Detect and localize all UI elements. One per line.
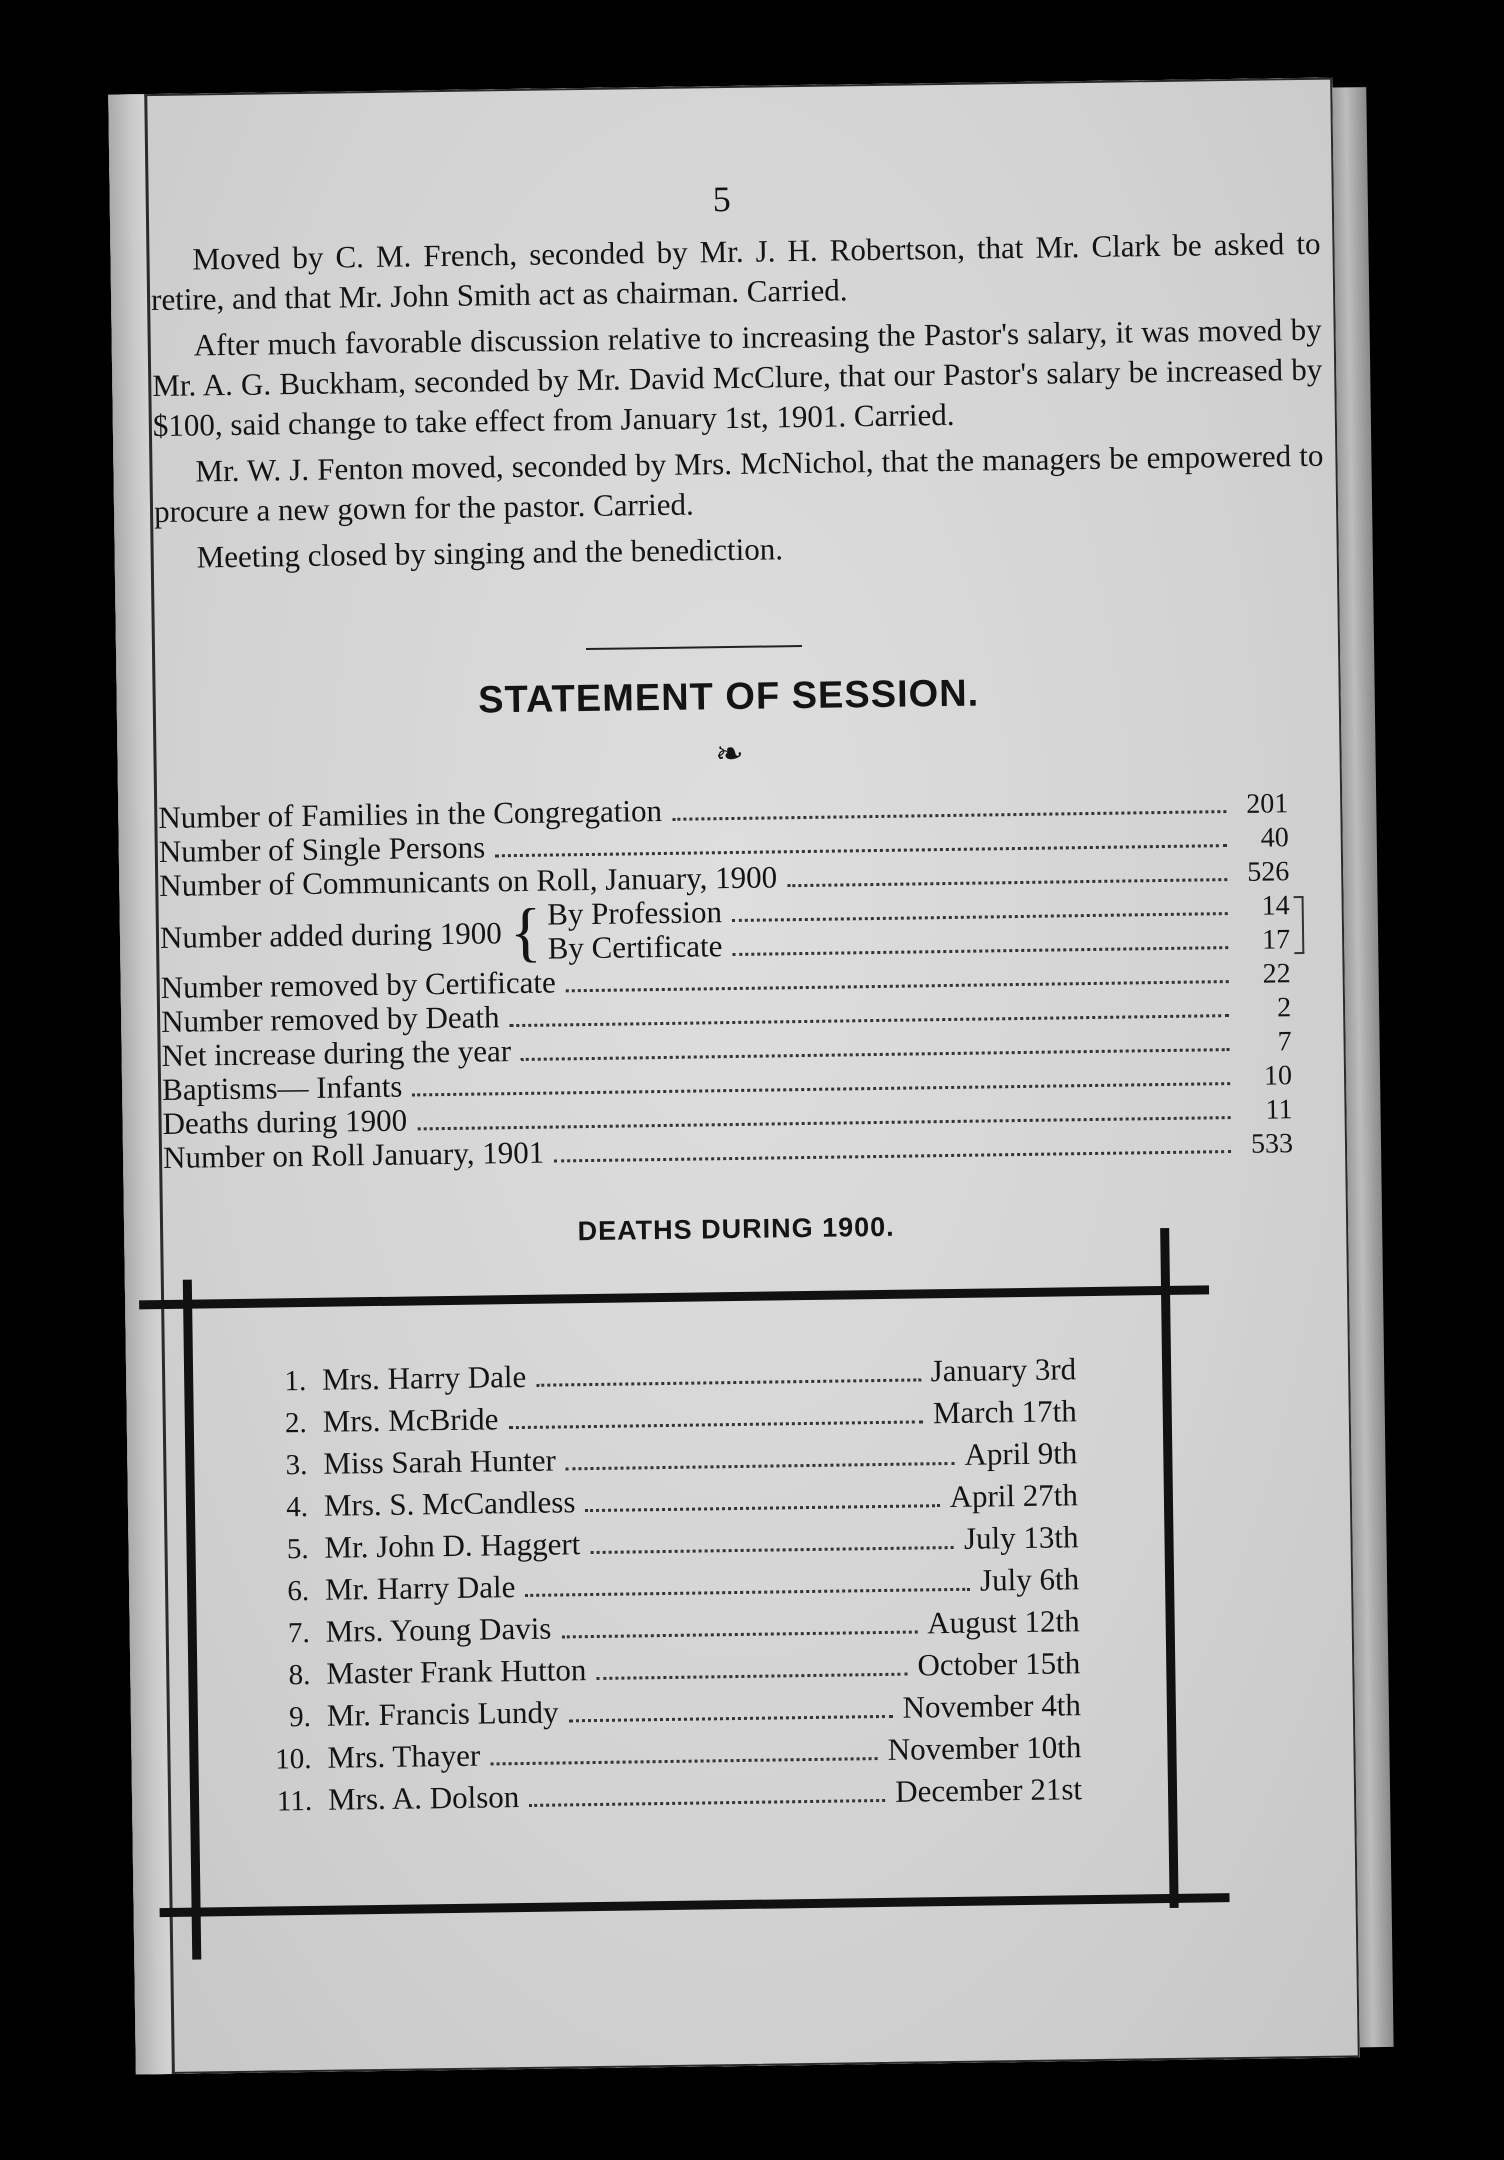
entry-date: April 27th bbox=[949, 1477, 1079, 1515]
minutes-paragraph-salary: After much favorable discussion relative to increasing the Pastor's salary, it was moved by Mr. A. G. Buckham, seconded by Mr. David McClure, that our Pastor's salary be increased by $100, said change to take effect from January 1st, 1901. Carried. bbox=[152, 311, 1323, 444]
frame-right-rule bbox=[1160, 1228, 1178, 1908]
stat-value: 14 bbox=[1261, 890, 1290, 922]
minutes-paragraph-chairman: Moved by C. M. French, seconded by Mr. J. H. Robertson, that Mr. Clark be asked to retire, and that Mr. John Smith act as chairman. Carried. bbox=[150, 225, 1321, 318]
stat-value: 40 bbox=[1260, 822, 1289, 854]
stat-value: 2 bbox=[1276, 992, 1292, 1024]
leader-dots bbox=[733, 946, 1229, 956]
sum-bracket bbox=[1294, 896, 1305, 954]
stat-label: Deaths during 1900 bbox=[162, 1102, 408, 1141]
session-statistics bbox=[158, 786, 1293, 1176]
entry-number: 1. bbox=[284, 1365, 307, 1398]
deaths-list bbox=[256, 1345, 1082, 1818]
stat-value: 11 bbox=[1265, 1094, 1293, 1126]
leader-dots bbox=[566, 1462, 955, 1470]
fleuron-ornament: ❧ bbox=[715, 735, 745, 774]
frame-bottom-rule bbox=[160, 1893, 1230, 1917]
stat-value: 17 bbox=[1261, 924, 1291, 956]
entry-number: 10. bbox=[275, 1742, 312, 1776]
entry-date: January 3rd bbox=[930, 1351, 1077, 1389]
leader-dots bbox=[529, 1799, 885, 1807]
leader-dots bbox=[585, 1504, 939, 1512]
entry-name: Master Frank Hutton bbox=[326, 1652, 587, 1691]
leader-dots bbox=[495, 844, 1227, 857]
stat-label: By Certificate bbox=[547, 928, 723, 966]
leader-dots bbox=[732, 912, 1228, 922]
entry-name: Mr. Harry Dale bbox=[324, 1569, 516, 1607]
page-number: 5 bbox=[712, 178, 732, 220]
leader-dots bbox=[536, 1378, 921, 1386]
stat-label: Number of Communicants on Roll, January, 1900 bbox=[159, 859, 778, 904]
leader-dots bbox=[566, 980, 1229, 992]
leader-dots bbox=[561, 1630, 917, 1638]
leader-dots bbox=[525, 1588, 970, 1597]
entry-number: 5. bbox=[286, 1532, 309, 1566]
leader-dots bbox=[509, 1420, 924, 1429]
stat-value: 7 bbox=[1277, 1026, 1292, 1058]
entry-date: July 6th bbox=[979, 1561, 1080, 1598]
entry-number: 2. bbox=[284, 1407, 308, 1440]
entry-name: Mr. John D. Haggert bbox=[324, 1526, 581, 1565]
minutes-paragraph-gown: Mr. W. J. Fenton moved, seconded by Mrs. McNichol, that the managers be empowered to procure a new gown for the pastor. Carried. bbox=[153, 437, 1324, 530]
leader-dots bbox=[490, 1757, 878, 1765]
stat-label: Number removed by Death bbox=[160, 999, 500, 1039]
entry-name: Mrs. Thayer bbox=[327, 1737, 481, 1775]
entry-date: July 13th bbox=[963, 1519, 1079, 1556]
entry-date: April 9th bbox=[964, 1435, 1078, 1472]
document-page bbox=[108, 78, 1360, 2075]
entry-number: 8. bbox=[288, 1658, 311, 1692]
stat-value: 22 bbox=[1262, 958, 1291, 990]
entry-number: 4. bbox=[286, 1490, 309, 1524]
deaths-title: DEATHS DURING 1900. bbox=[577, 1211, 895, 1247]
entry-number: 3. bbox=[285, 1448, 308, 1482]
leader-dots bbox=[672, 810, 1226, 821]
entry-name: Mrs. Young Davis bbox=[325, 1610, 552, 1649]
stat-value: 526 bbox=[1246, 856, 1290, 888]
frame-top-rule bbox=[139, 1285, 1209, 1309]
stat-label: Number removed by Certificate bbox=[160, 964, 557, 1005]
added-subrows bbox=[547, 888, 1290, 966]
page-edge bbox=[1332, 87, 1393, 2047]
leader-dots bbox=[521, 1048, 1230, 1061]
stat-value: 201 bbox=[1246, 788, 1289, 820]
leader-dots bbox=[554, 1150, 1231, 1162]
entry-name: Miss Sarah Hunter bbox=[323, 1442, 557, 1481]
stat-value: 533 bbox=[1250, 1128, 1294, 1160]
entry-date: November 10th bbox=[887, 1729, 1082, 1767]
stat-label: By Profession bbox=[546, 894, 723, 932]
stat-label: Baptisms— Infants bbox=[161, 1068, 403, 1107]
entry-number: 9. bbox=[288, 1700, 312, 1734]
stat-label: Number of Single Persons bbox=[158, 829, 486, 870]
entry-number: 11. bbox=[276, 1784, 313, 1818]
stat-label: Net increase during the year bbox=[161, 1033, 512, 1073]
frame-left-rule bbox=[183, 1280, 201, 1960]
leader-dots bbox=[787, 878, 1227, 887]
leader-dots bbox=[569, 1715, 893, 1723]
brace-glyph: { bbox=[509, 895, 542, 970]
entry-name: Mrs. S. McCandless bbox=[323, 1484, 576, 1523]
stat-value: 10 bbox=[1263, 1060, 1293, 1092]
added-label: Number added during 1900 bbox=[159, 915, 503, 955]
entry-name: Mrs. Harry Dale bbox=[321, 1358, 527, 1397]
entry-date: December 21st bbox=[894, 1771, 1083, 1809]
session-title: STATEMENT OF SESSION. bbox=[477, 672, 980, 722]
entry-date: March 17th bbox=[932, 1393, 1077, 1431]
stat-label: Number of Families in the Congregation bbox=[158, 792, 663, 836]
leader-dots bbox=[596, 1673, 907, 1680]
entry-number: 7. bbox=[287, 1616, 310, 1650]
entry-name: Mrs. McBride bbox=[322, 1401, 499, 1439]
entry-date: August 12th bbox=[926, 1603, 1080, 1641]
entry-date: November 4th bbox=[902, 1687, 1082, 1725]
leader-dots bbox=[510, 1014, 1230, 1027]
section-divider bbox=[586, 645, 802, 650]
minutes-paragraph-closing: Meeting closed by singing and the benediction. bbox=[196, 531, 784, 575]
leader-dots bbox=[590, 1546, 954, 1554]
entry-name: Mrs. A. Dolson bbox=[327, 1779, 520, 1817]
stat-label: Number on Roll January, 1901 bbox=[162, 1134, 545, 1175]
meeting-minutes bbox=[150, 224, 1325, 584]
entry-number: 6. bbox=[287, 1574, 310, 1608]
entry-date: October 15th bbox=[917, 1645, 1081, 1683]
entry-name: Mr. Francis Lundy bbox=[326, 1694, 559, 1733]
